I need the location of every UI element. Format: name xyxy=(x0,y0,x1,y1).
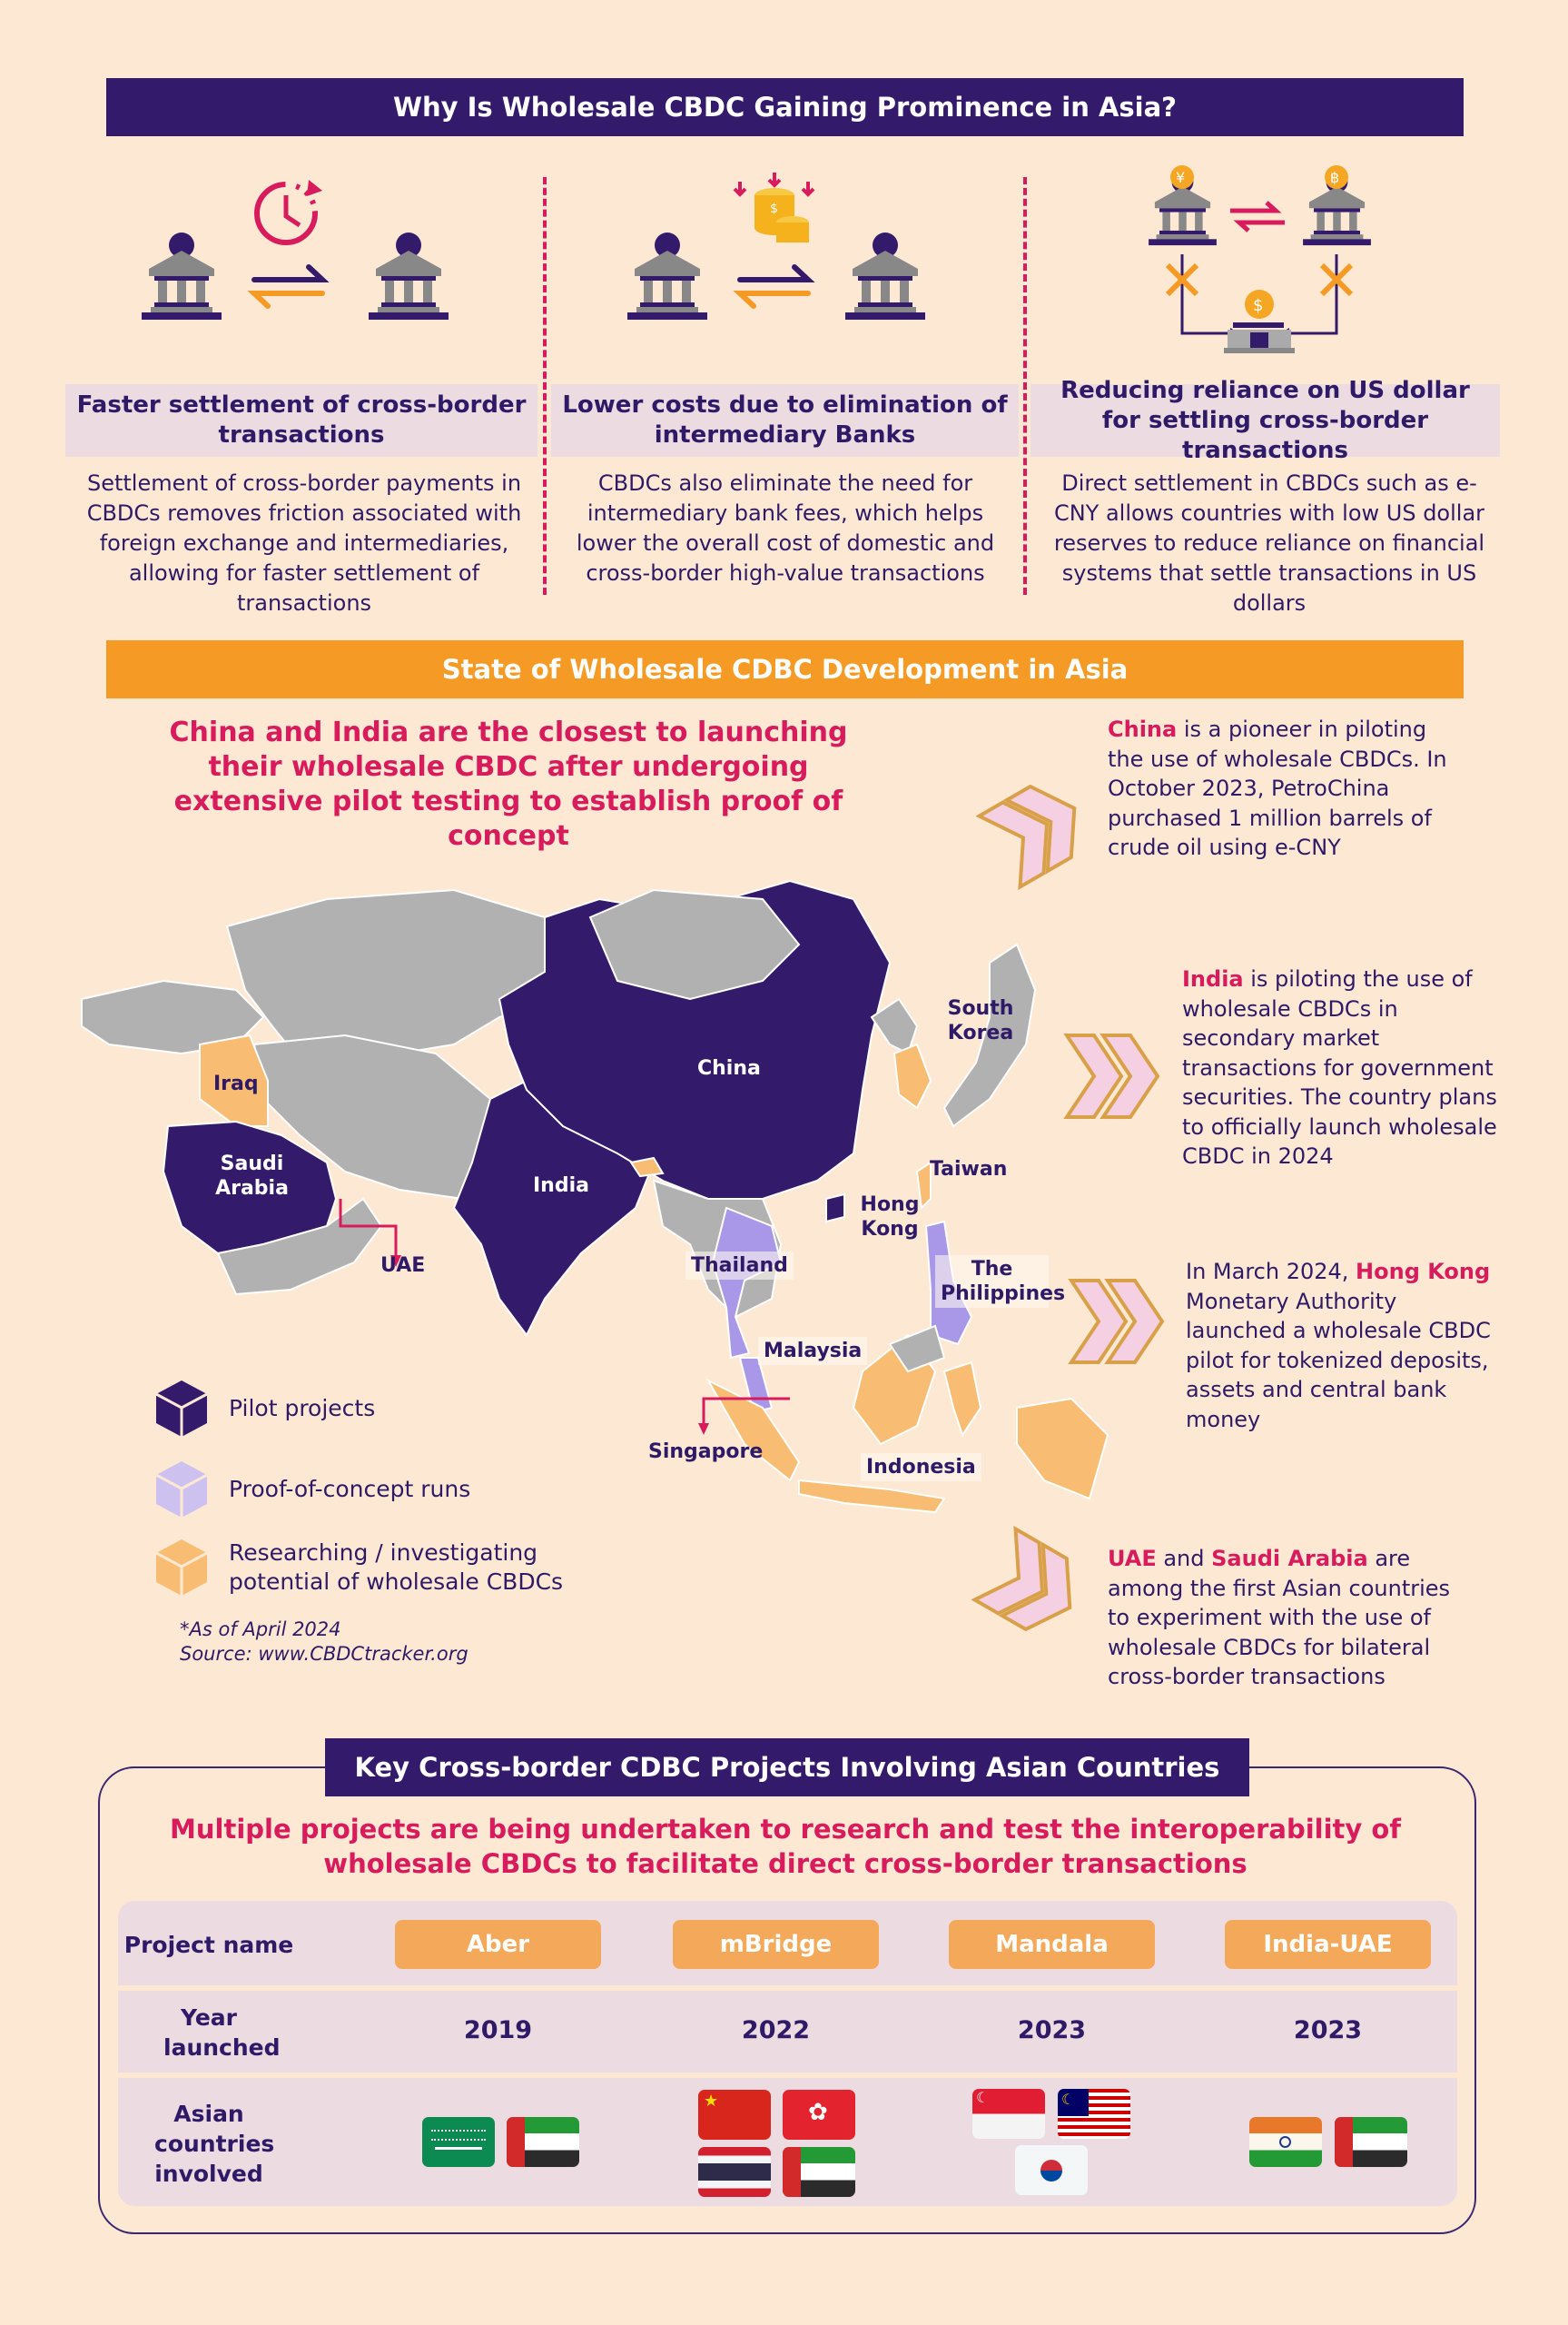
row-header-countries: Asian countries involved xyxy=(154,2101,275,2187)
projects-subtitle: Multiple projects are being undertaken to research and test the interoperability of wholesale CBDCs to facilitate direct cross-border transactions xyxy=(170,1814,1401,1879)
map-label-india: India xyxy=(533,1174,589,1197)
project-pill-aber: Aber xyxy=(395,1920,601,1969)
map-label-taiwan: Taiwan xyxy=(930,1158,1008,1181)
divider-1 xyxy=(543,177,547,595)
why-card-2-title: Lower costs due to elimination of intermediary Banks xyxy=(551,384,1019,457)
why-section-banner xyxy=(106,78,1464,136)
chevron-double-icon xyxy=(971,1526,1090,1644)
row-header-project-name: Project name xyxy=(123,1932,294,1958)
map-label-philippines: The Philippines xyxy=(935,1255,1049,1308)
flag-uae-icon xyxy=(1335,2117,1407,2167)
year-mandala: 2023 xyxy=(1017,2016,1087,2044)
chevron-double-icon xyxy=(1062,1026,1167,1126)
flag-india-icon xyxy=(1249,2117,1322,2167)
map-label-saudi-arabia: Saudi Arabia xyxy=(215,1153,289,1200)
why-card-3-body: Direct settlement in CBDCs such as e-CNY allows countries with low US dollar reserves to reduce reliance on financial systems that settle transactions in US dollars xyxy=(1053,470,1485,616)
flag-thailand-icon xyxy=(698,2147,771,2197)
map-label-indonesia: Indonesia xyxy=(861,1453,981,1481)
chevron-double-icon xyxy=(976,772,1094,890)
cube-orange-icon xyxy=(154,1538,209,1598)
svg-text:¥: ¥ xyxy=(1176,169,1186,186)
flag-malaysia-icon: ☾ xyxy=(1058,2089,1130,2139)
project-pill-mandala: Mandala xyxy=(949,1920,1155,1969)
projects-banner xyxy=(325,1738,1249,1796)
svg-text:$: $ xyxy=(770,202,778,216)
why-card-2-body: CBDCs also eliminate the need for intermediary bank fees, which helps lower the overall cost of domestic and cross-border high-value transactions xyxy=(576,470,995,586)
bank-exchange-coins-icon xyxy=(622,173,940,327)
flag-hong-kong-icon: ✿ xyxy=(783,2090,855,2140)
project-pill-india-uae: India-UAE xyxy=(1225,1920,1431,1969)
map-label-china: China xyxy=(697,1057,761,1080)
svg-text:฿: ฿ xyxy=(1330,169,1340,186)
callout-india: India is piloting the use of wholesale CBDCs in secondary market transactions for government securities. The country plans to officially launch wholesale CBDC in 2024 xyxy=(1182,966,1497,1169)
bank-exchange-clock-icon xyxy=(136,173,454,327)
why-section-title: Why Is Wholesale CBDC Gaining Prominence in Asia? xyxy=(393,92,1177,123)
why-card-1-title: Faster settlement of cross-border transactions xyxy=(65,384,537,457)
row-header-year: Year launched xyxy=(163,2004,281,2061)
source-note: Source: www.CBDCtracker.org xyxy=(180,1643,468,1665)
as-of-note: *As of April 2024 xyxy=(180,1618,341,1640)
bank-bypass-dollar-icon xyxy=(1144,163,1389,363)
why-card-3-title: Reducing reliance on US dollar for settling cross-border transactions xyxy=(1031,384,1500,457)
legend-pilot: Pilot projects xyxy=(154,1379,375,1439)
cube-lavender-icon xyxy=(154,1459,209,1519)
chevron-double-icon xyxy=(1067,1271,1171,1371)
map-label-thailand: Thailand xyxy=(685,1252,794,1280)
flag-singapore-icon: ☾ xyxy=(972,2089,1045,2139)
divider-2 xyxy=(1023,177,1027,595)
flag-saudi-arabia-icon xyxy=(422,2117,495,2167)
year-mbridge: 2022 xyxy=(741,2016,811,2044)
flag-uae-icon xyxy=(783,2147,855,2197)
project-pill-mbridge: mBridge xyxy=(673,1920,879,1969)
map-label-hong-kong: Hong Kong xyxy=(860,1193,920,1241)
year-aber: 2019 xyxy=(463,2016,533,2044)
cube-navy-icon xyxy=(154,1379,209,1439)
legend-research: Researching / investigating potential of wholesale CBDCs xyxy=(154,1538,565,1598)
map-label-singapore: Singapore xyxy=(648,1440,764,1463)
state-headline: China and India are the closest to launching their wholesale CBDC after undergoing extensive pilot testing to establish proof of concept xyxy=(169,717,848,852)
flag-uae-icon xyxy=(507,2117,579,2167)
row-divider xyxy=(118,2073,1457,2078)
state-section-banner xyxy=(106,640,1464,698)
flag-china-icon: ★ xyxy=(698,2090,771,2140)
year-india-uae: 2023 xyxy=(1293,2016,1363,2044)
state-section-title: State of Wholesale CDBC Development in Asia xyxy=(441,654,1129,685)
svg-text:$: $ xyxy=(1253,296,1264,315)
flag-south-korea-icon xyxy=(1015,2145,1088,2195)
map-label-south-korea: South Korea xyxy=(947,997,1014,1044)
callout-china: China is a pioneer in piloting the use of wholesale CBDCs. In October 2023, PetroChina purchased 1 million barrels of crude oil using e-CNY xyxy=(1108,717,1447,860)
map-label-iraq: Iraq xyxy=(213,1073,259,1095)
map-label-uae: UAE xyxy=(380,1254,426,1277)
callout-uae-saudi: UAE and Saudi Arabia are among the first Asian countries to experiment with the use of wholesale CBDCs for bilateral cross-border transactions xyxy=(1108,1546,1451,1689)
callout-hong-kong: In March 2024, Hong Kong Monetary Authority launched a wholesale CBDC pilot for tokenized deposits, assets and central bank money xyxy=(1186,1259,1491,1432)
why-card-1-body: Settlement of cross-border payments in CBDCs removes friction associated with foreign exchange and intermediaries, allowing for faster settlement of transactions xyxy=(86,470,522,616)
legend-poc: Proof-of-concept runs xyxy=(154,1459,470,1519)
row-divider xyxy=(118,1985,1457,1991)
map-label-malaysia: Malaysia xyxy=(758,1337,867,1365)
projects-title: Key Cross-border CDBC Projects Involving Asian Countries xyxy=(354,1752,1220,1783)
